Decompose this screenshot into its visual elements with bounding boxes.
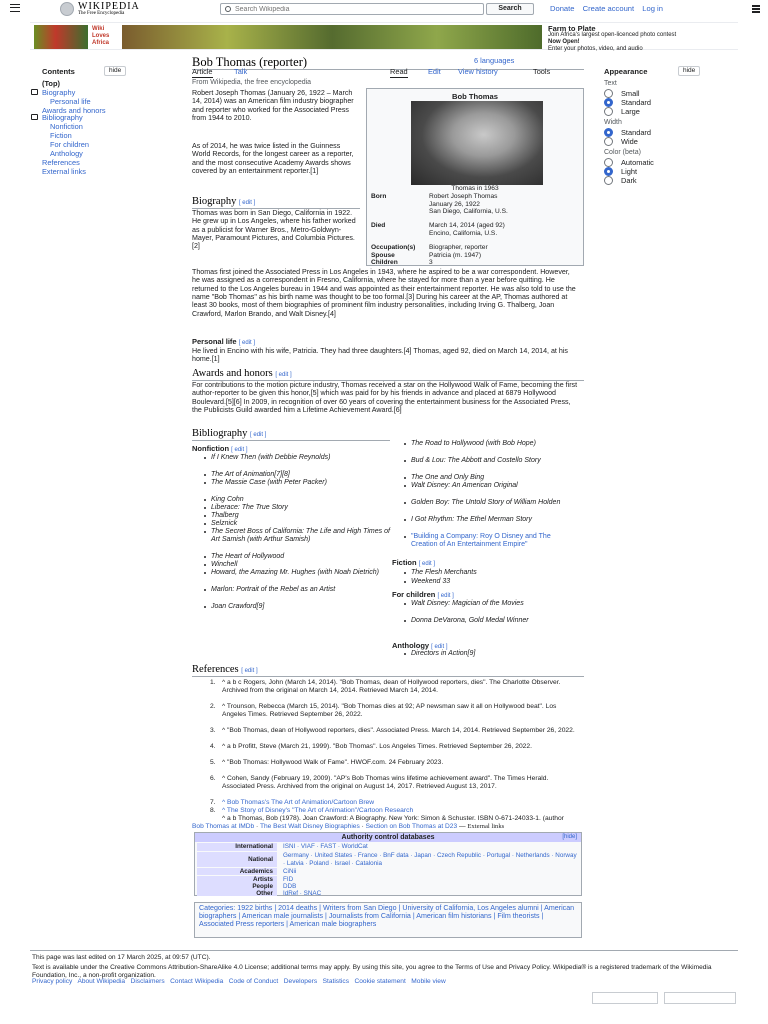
edit-section-link[interactable]: [ edit ] bbox=[250, 432, 267, 438]
wikipedia-globe-logo[interactable] bbox=[60, 2, 74, 16]
infobox-row-died bbox=[371, 222, 581, 244]
book-list-item: Selznick bbox=[211, 520, 391, 528]
book-list-item: The Massie Case (with Peter Packer) bbox=[211, 479, 391, 487]
authority-row bbox=[197, 868, 581, 875]
wiki-loves-africa-logo: Wiki Loves Africa bbox=[92, 26, 110, 46]
toc-item-biography[interactable]: Biography bbox=[42, 88, 76, 97]
external-links-section: Bob Thomas at IMDb · The Best Walt Disney Biographies · Section on Bob Thomas at D23 — External links bbox=[192, 823, 584, 831]
heading-text: Nonfiction bbox=[192, 444, 230, 453]
appearance-hide-button[interactable]: hide bbox=[678, 66, 700, 76]
color-light-label: Light bbox=[621, 167, 638, 176]
external-link[interactable]: Bob Thomas at IMDb bbox=[192, 823, 255, 830]
infobox-value: Patricia (m. 1947) bbox=[429, 252, 482, 259]
authority-key: International bbox=[197, 843, 277, 851]
search-button[interactable]: Search bbox=[486, 3, 534, 15]
appearance-title: Appearance bbox=[604, 67, 648, 76]
personal-tools bbox=[550, 4, 669, 14]
width-standard-radio[interactable] bbox=[604, 128, 613, 137]
banner-line: Now Open! bbox=[548, 39, 580, 45]
heading-text: Bibliography bbox=[192, 428, 248, 439]
site-header bbox=[0, 0, 768, 18]
text-small-radio[interactable] bbox=[604, 89, 613, 98]
reference-item: 8. ^ The Story of Disney's "The Art of Animation"/Cartoon Research bbox=[210, 807, 414, 814]
edit-section-link[interactable]: [ edit ] bbox=[238, 200, 256, 206]
color-label: Color (beta) bbox=[604, 149, 641, 156]
infobox-key: Died bbox=[371, 222, 386, 229]
edit-section-link[interactable]: [ edit ] bbox=[418, 561, 436, 567]
reference-item: 6. ^ Cohen, Sandy (February 19, 2009). "AP's Bob Thomas wins lifetime achievement award". The Times Herald. Associated Press. Archived from the original on August 14, 2017. Retrieved August 13, 2017. bbox=[210, 775, 549, 790]
heading-fiction bbox=[392, 558, 435, 569]
book-list-item: Joan Crawford[9] bbox=[211, 603, 391, 611]
book-list-item: Weekend 33 bbox=[411, 578, 579, 586]
tab-read[interactable]: Read bbox=[390, 67, 408, 76]
tab-tools[interactable]: Tools bbox=[533, 67, 551, 76]
color-light-radio[interactable] bbox=[604, 167, 613, 176]
heading-external-links: External links bbox=[467, 823, 505, 830]
book-list-item: The One and Only Bing bbox=[411, 474, 579, 482]
toc-item-fiction[interactable]: Fiction bbox=[50, 131, 72, 140]
infobox-key: Spouse bbox=[371, 252, 395, 259]
width-wide-radio[interactable] bbox=[604, 137, 613, 146]
external-link[interactable]: The Best Walt Disney Biographies bbox=[259, 823, 360, 830]
wikipedia-wordmark[interactable]: WIKIPEDIA bbox=[78, 1, 140, 12]
reference-item bbox=[222, 815, 578, 823]
book-list-item: Golden Boy: The Untold Story of William Holden bbox=[411, 499, 579, 507]
authority-value[interactable]: IdRef · SNAC bbox=[283, 890, 322, 897]
text-large-label: Large bbox=[621, 107, 640, 116]
site-subtitle: From Wikipedia, the free encyclopedia bbox=[192, 79, 312, 86]
edit-section-link[interactable]: [ edit ] bbox=[241, 668, 258, 674]
book-list-item: Bud & Lou: The Abbott and Costello Story bbox=[411, 457, 579, 465]
reference-item: 5. ^ "Bob Thomas: Hollywood Walk of Fame". HWOF.com. 24 February 2023. bbox=[210, 759, 444, 766]
reference-text: ^ a b c Rogers, John (March 14, 2014). "Bob Thomas, dean of Hollywood reporters, dies". The Charlotte Observer. Archived from the original on March 14, 2014. Retrieved March 14, 2014. bbox=[222, 679, 561, 694]
banner-text bbox=[548, 25, 738, 53]
tab-edit[interactable]: Edit bbox=[428, 67, 441, 76]
toc-item-references[interactable]: References bbox=[42, 158, 80, 167]
reference-item: 3. ^ "Bob Thomas, dean of Hollywood reporters, dies". Associated Press. March 14, 2014. Retrieved September 26, 2022. bbox=[210, 727, 575, 734]
authority-control-box bbox=[194, 832, 582, 896]
infobox-value: 3 bbox=[429, 259, 433, 266]
banner-line: Join Africa's largest open-licenced photo contest bbox=[548, 32, 677, 38]
authority-key: Artists bbox=[197, 876, 277, 883]
heading-text: Anthology bbox=[392, 641, 430, 650]
book-list-item: If I Knew Then (with Debbie Reynolds) bbox=[211, 454, 391, 462]
infobox-key: Occupation(s) bbox=[371, 244, 416, 251]
authority-row bbox=[197, 876, 581, 883]
edit-section-link[interactable]: [ edit ] bbox=[275, 372, 292, 378]
authority-hide-link[interactable]: [hide] bbox=[562, 834, 577, 840]
toc-title: Contents bbox=[42, 67, 75, 76]
footer-divider bbox=[30, 950, 738, 951]
reference-text: ^ "Bob Thomas, dean of Hollywood reporters, dies". Associated Press. March 14, 2014. Retrieved September 26, 2022. bbox=[222, 727, 575, 734]
reference-text: ^ a b Profitt, Steve (March 21, 1999). "Bob Thomas". Los Angeles Times. Retrieved September 26, 2022. bbox=[222, 743, 532, 750]
toc-item-external-links[interactable]: External links bbox=[42, 167, 86, 176]
authority-value[interactable]: Germany · United States · France · BnF data · Japan · Czech Republic · Portugal · Netherlands · Norway · Latvia · Poland · Israel · Catalonia bbox=[283, 852, 577, 867]
authority-value[interactable]: CiNii bbox=[283, 868, 297, 875]
book-list-item: The Art of Animation[7][8] bbox=[211, 471, 391, 479]
toc-hide-button[interactable]: hide bbox=[104, 66, 126, 76]
search-box[interactable] bbox=[220, 3, 484, 15]
heading-text: Biography bbox=[192, 196, 237, 207]
reference-text: ^ Trounson, Rebecca (March 15, 2014). "Bob Thomas dies at 92; AP newsman saw it all on Hollywood beat". Los Angeles Times. Retrieved September 26, 2022. bbox=[222, 703, 557, 718]
book-list-item: The Secret Boss of California: The Life and High Times of Art Samish (with Arthur Samish) bbox=[211, 528, 390, 544]
banner-photo-left bbox=[34, 25, 88, 49]
categories-box bbox=[194, 902, 582, 938]
search-icon bbox=[225, 6, 231, 12]
text-large-radio[interactable] bbox=[604, 107, 613, 116]
book-list-item: King Cohn bbox=[211, 496, 391, 504]
text-standard-label: Standard bbox=[621, 98, 651, 107]
category-links[interactable]: Categories: 1922 births | 2014 deaths | Writers from San Diego | University of California, Los Angeles alumni | American biographers | American male journalists | Journalists from California | American film historians | Film theorists | Associated Press reporters | American male biographers bbox=[199, 904, 575, 929]
heading-text: Fiction bbox=[392, 558, 417, 567]
book-list-item: Thalberg bbox=[211, 512, 391, 520]
book-list-item: The Heart of Hollywood bbox=[211, 553, 391, 561]
reference-item: 4. ^ a b Profitt, Steve (March 21, 1999). "Bob Thomas". Los Angeles Times. Retrieved September 26, 2022. bbox=[210, 743, 532, 750]
footer-links[interactable]: Privacy policy About Wikipedia Disclaimers Contact Wikipedia Code of Conduct Developers Statistics Cookie statement Mobile view bbox=[32, 978, 446, 985]
authority-row bbox=[197, 852, 581, 867]
heading-text: Personal life bbox=[192, 337, 237, 346]
infobox-caption: Thomas in 1963 bbox=[451, 185, 499, 192]
last-edited: This page was last edited on 17 March 2025, at 09:57 (UTC). bbox=[32, 954, 211, 961]
reference-text: ^ "Bob Thomas: Hollywood Walk of Fame". HWOF.com. 24 February 2023. bbox=[222, 759, 444, 766]
text-size-label: Text bbox=[604, 80, 617, 87]
infobox-value: Robert Joseph Thomas January 26, 1922 San Diego, California, U.S. bbox=[429, 193, 508, 216]
reference-text[interactable]: ^ The Story of Disney's "The Art of Animation"/Cartoon Research bbox=[222, 807, 414, 814]
page-tabs bbox=[192, 67, 584, 77]
authority-value[interactable]: ISNI · VIAF · FAST · WorldCat bbox=[283, 843, 368, 850]
toc-item-awards[interactable]: Awards and honors bbox=[42, 106, 106, 115]
create-account-link[interactable]: Create account bbox=[582, 4, 635, 13]
toc-item-anthology[interactable]: Anthology bbox=[50, 149, 83, 158]
tab-article[interactable]: Article bbox=[192, 67, 213, 76]
intro-paragraph: Robert Joseph Thomas (January 26, 1922 – March 14, 2014) was an American film industry biographer and reporter who worked for the Associated Press from 1944 to 2010. bbox=[192, 89, 354, 123]
toc-item-bibliography[interactable]: Bibliography bbox=[42, 113, 83, 122]
width-wide-label: Wide bbox=[621, 137, 638, 146]
personal-life-paragraph: He lived in Encino with his wife, Patricia. They had three daughters.[4] Thomas, aged 92, died on March 14, 2014, at his home.[1] bbox=[192, 347, 568, 364]
edit-section-link[interactable]: [ edit ] bbox=[231, 447, 248, 453]
authority-key: Other bbox=[197, 890, 277, 896]
tab-talk[interactable]: Talk bbox=[234, 67, 248, 76]
width-label: Width bbox=[604, 119, 622, 126]
heading-text: Awards and honors bbox=[192, 368, 273, 379]
infobox-value: Biographer, reporter bbox=[429, 244, 488, 251]
width-standard-label: Standard bbox=[621, 128, 651, 137]
toc-toggle-icon[interactable] bbox=[31, 89, 38, 95]
reference-text[interactable]: ^ Bob Thomas's The Art of Animation/Cartoon Brew bbox=[222, 799, 375, 806]
languages-button[interactable]: 6 languages bbox=[474, 56, 515, 65]
banner-photo-strip bbox=[122, 25, 542, 49]
section-divider bbox=[192, 676, 584, 677]
infobox-row-born bbox=[371, 193, 581, 221]
authority-value[interactable]: FID bbox=[283, 876, 294, 883]
toc-item-personal-life[interactable]: Personal life bbox=[50, 97, 91, 106]
section-divider bbox=[192, 440, 390, 441]
book-list-item: Winchell bbox=[211, 561, 391, 569]
authority-key: People bbox=[197, 883, 277, 890]
reference-item: 2. ^ Trounson, Rebecca (March 15, 2014). "Bob Thomas dies at 92; AP newsman saw it all on Hollywood beat". Los Angeles Times. Retrieved September 26, 2022. bbox=[210, 703, 557, 718]
awards-paragraph: For contributions to the motion picture industry, Thomas received a star on the Hollywood Walk of Fame, becoming the first author-reporter to be given this honor,[5] which was paid for by his friends in advance and placed at 6879 Hollywood Boulevard.[5][6] In 2009, in recognition of over 60 years of covering the entertainment business for the Associated Press, the Publicists Guild awarded him a Lifetime Achievement Award.[6] bbox=[192, 381, 578, 415]
page-title: Bob Thomas (reporter) bbox=[192, 55, 308, 69]
book-list-item: Liberace: The True Story bbox=[211, 504, 391, 512]
authority-row bbox=[197, 890, 581, 896]
color-dark-radio[interactable] bbox=[604, 176, 613, 185]
toc-item-nonfiction[interactable]: Nonfiction bbox=[50, 122, 83, 131]
book-list-item: Marlon: Portrait of the Rebel as an Artist bbox=[211, 586, 391, 594]
external-link[interactable]: Section on Bob Thomas at D23 bbox=[365, 823, 458, 830]
book-list-item: Directors in Action[9] bbox=[411, 650, 579, 658]
reference-text: ^ Cohen, Sandy (February 19, 2009). "AP's Bob Thomas wins lifetime achievement award". The Times Herald. Associated Press. Archived from the original on August 14, 2017. Retrieved August 13, 2017. bbox=[222, 775, 549, 790]
wikipedia-tagline: The Free Encyclopedia bbox=[78, 11, 125, 16]
log-in-link[interactable]: Log in bbox=[642, 4, 663, 13]
book-list-item: The Flesh Merchants bbox=[411, 569, 579, 577]
color-automatic-radio[interactable] bbox=[604, 158, 613, 167]
book-list-item: The Road to Hollywood (with Bob Hope) bbox=[411, 440, 579, 448]
infobox-key: Born bbox=[371, 193, 387, 200]
campaign-banner[interactable] bbox=[30, 22, 738, 50]
book-list-item: Walt Disney: An American Original bbox=[411, 482, 579, 490]
toc-item-top[interactable]: (Top) bbox=[42, 79, 60, 88]
biography-paragraph: Thomas first joined the Associated Press in Los Angeles in 1943, where he aspired to be a war correspondent. However, he was assigned as a correspondent in Fresno, California, where he stayed for more than a year before quitting. He returned to the Los Angeles bureau in 1944 and was appointed as their entertainment reporter. He was also told to use the name "Bob Thomas" as his birth name was thought to be too formal.[3] During his career at the AP, Thomas authored at least 30 books, most of them biographies of prominent film industry personalities, including Irving G. Thalberg, Joan Crawford, Marlon Brando, and Walt Disney.[4] bbox=[192, 268, 576, 318]
authority-key: Academics bbox=[197, 868, 277, 875]
book-list-item: Donna DeVarona, Gold Medal Winner bbox=[411, 617, 579, 625]
banner-line: Enter your photos, video, and audio bbox=[548, 46, 643, 52]
heading-text: References bbox=[192, 664, 239, 675]
reference-text: ^ a b Thomas, Bob (1978). Joan Crawford: A Biography. New York: Simon & Schuster. ISBN 0-671-24033-1. (author bbox=[222, 815, 564, 822]
biography-paragraph: Thomas was born in San Diego, California in 1922. He grew up in Los Angeles, where his father worked as a publicist for Warner Bros., Metro-Goldwyn-Mayer, Paramount Pictures, and Columbia Pictures.[2] bbox=[192, 209, 356, 251]
color-dark-label: Dark bbox=[621, 176, 637, 185]
color-automatic-label: Automatic bbox=[621, 158, 654, 167]
edit-section-link[interactable]: [ edit ] bbox=[437, 593, 454, 599]
donate-link[interactable]: Donate bbox=[550, 4, 575, 13]
infobox-title: Bob Thomas bbox=[452, 92, 498, 101]
tab-view-history[interactable]: View history bbox=[458, 67, 498, 76]
banner-title: Farm to Plate bbox=[548, 24, 596, 33]
portrait-photo[interactable] bbox=[411, 101, 543, 185]
search-input[interactable] bbox=[235, 5, 475, 14]
edit-section-link[interactable]: [ edit ] bbox=[238, 340, 256, 346]
authority-value[interactable]: DDB bbox=[283, 883, 297, 890]
authority-row bbox=[197, 843, 581, 851]
infobox-value: March 14, 2014 (aged 92) Encino, California, U.S. bbox=[429, 222, 505, 237]
reference-item: 1. ^ a b c Rogers, John (March 14, 2014). "Bob Thomas, dean of Hollywood reporters, dies". The Charlotte Observer. Archived from the original on March 14, 2014. Retrieved March 14, 2014. bbox=[210, 679, 561, 694]
book-list-item[interactable]: "Building a Company: Roy O Disney and The Creation of An Entertainment Empire" bbox=[411, 533, 579, 549]
toc-item-for-children[interactable]: For children bbox=[50, 140, 90, 149]
book-list-item: Howard, the Amazing Mr. Hughes (with Noah Dietrich) bbox=[211, 569, 391, 577]
authority-key: National bbox=[197, 852, 277, 867]
license-text: Text is available under the Creative Commons Attribution-ShareAlike 4.0 License; additional terms may apply. By using this site, you agree to the Terms of Use and Privacy Policy. Wikipedia® is a registered trademark of the Wikimedia Foundation, Inc., a non-profit organization. bbox=[32, 964, 712, 979]
text-standard-radio[interactable] bbox=[604, 98, 613, 107]
infobox-key: Children bbox=[371, 259, 398, 266]
powered-by-mediawiki-badge[interactable] bbox=[664, 992, 736, 1004]
authority-row bbox=[197, 883, 581, 890]
edit-section-link[interactable]: [ edit ] bbox=[431, 644, 448, 650]
book-list-item: I Got Rhythm: The Ethel Merman Story bbox=[411, 516, 579, 524]
text-small-label: Small bbox=[621, 89, 640, 98]
authority-header bbox=[195, 833, 581, 842]
more-options-icon[interactable] bbox=[752, 5, 760, 13]
book-list-item: Walt Disney: Magician of the Movies bbox=[411, 600, 579, 608]
heading-text: For children bbox=[392, 590, 436, 599]
intro-paragraph: As of 2014, he was twice listed in the Guinness World Records, for the longest career as a reporter, and the most consecutive Academy Awards shows covered by an entertainment reporter.[1] bbox=[192, 142, 354, 176]
infobox bbox=[366, 88, 584, 266]
authority-title: Authority control databases bbox=[341, 834, 435, 841]
main-menu-icon[interactable] bbox=[10, 4, 20, 12]
toc-toggle-icon[interactable] bbox=[31, 114, 38, 120]
reference-item: 7. ^ Bob Thomas's The Art of Animation/Cartoon Brew bbox=[210, 799, 375, 806]
wikimedia-badge[interactable] bbox=[592, 992, 658, 1004]
